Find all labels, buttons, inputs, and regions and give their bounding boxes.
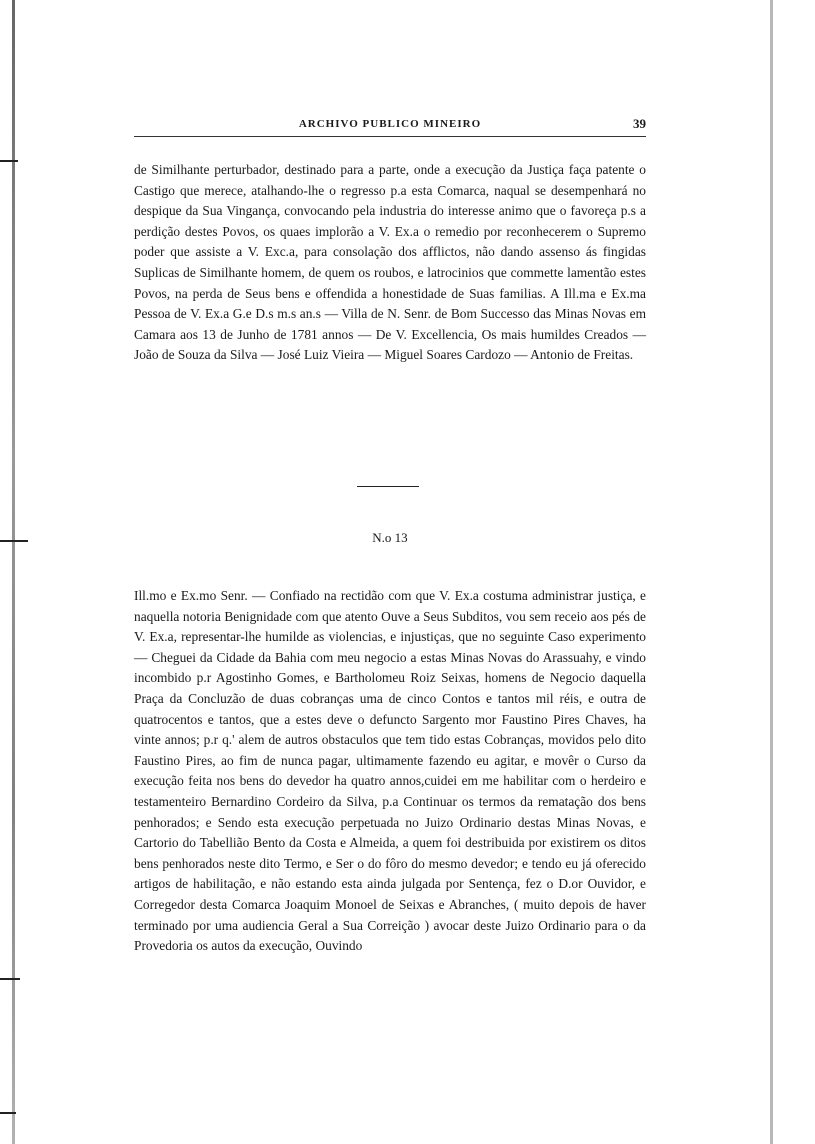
- section-divider: [357, 486, 419, 487]
- paragraph: de Similhante perturbador, destinado para a parte, onde a execução da Justiça faça patente o Castigo que merece, atalhando-lhe o regresso p.a esta Comarca, naqual se desempenhará no despique da Sua Vingança, convocando pela industria do interesse animo que o favoreça p.s a perdição destes Povos, os quaes implorão a V. Ex.a o remedio por reconhecerem o Supremo poder que assiste a V. Exc.a, para consolação dos afflictos, não dando assenso ás fingidas Suplicas de Similhante homem, de quem os roubos, e latrocinios que commette lamentão estes Povos, na perda de Seus bens e offendida a honestidade de Suas familias. A Ill.ma e Ex.ma Pessoa de V. Ex.a G.e D.s m.s an.s — Villa de N. Senr. de Bom Successo das Minas Novas em Camara aos 13 de Junho de 1781 annos — De V. Excellencia, Os mais humildes Creados — João de Souza da Silva — José Luiz Vieira — Miguel Soares Cardozo — Antonio de Freitas.: [134, 162, 646, 363]
- page-header: [134, 116, 646, 136]
- scanned-page-right-edge: [770, 0, 773, 1144]
- header-rule: [134, 136, 646, 137]
- scanned-page-left-edge: [12, 0, 15, 1144]
- running-head: ARCHIVO PUBLICO MINEIRO: [298, 118, 482, 130]
- page-number: 39: [633, 116, 646, 131]
- margin-mark: [0, 160, 18, 162]
- margin-mark: [0, 978, 20, 980]
- paragraph: Ill.mo e Ex.mo Senr. — Confiado na rectidão com que V. Ex.a costuma administrar justiça, e naquella notoria Benignidade com que atento Ouve a Seus Subditos, vou sem receio aos pés de V. Ex.a, representar-lhe humilde as violencias, e injustiças, que no seguinte Caso experimento — Cheguei da Cidade da Bahia com meu negocio a estas Minas Novas do Arassuahy, e vindo incombido p.r Agostinho Gomes, e Bartholomeu Roiz Seixas, homens de Negocio daquella Praça da Concluzão de duas cobranças uma de cinco Contos e tantos mil réis, e outra de quatrocentos e tantos, que a estes deve o defuncto Sargento mor Faustino Pires Chaves, ha vinte annos; p.r q.' alem de autros obstaculos que tem tido estas Cobranças, movidos pelo dito Faustino Pires, ao fim de nunca pagar, ultimamente fazendo eu agitar, e movêr o Curso da execução feita nos bens do devedor ha quatro annos,cuidei em me habilitar com o herdeiro e testamenteiro Bernardino Cordeiro da Silva, p.a Continuar os termos da rematação dos bens penhorados; e Sendo esta execução perpetuada no Juizo Ordinario destas Minas Novas, e Cartorio do Tabellião Bento da Costa e Almeida, a quem foi destribuida por existirem os ditos bens penhorados neste dito Termo, e Ser o do fôro do mesmo devedor; e tendo eu já oferecido artigos de habilitação, e não estando esta ainda julgada por Sentença, fez o D.or Ouvidor, e Corregedor desta Comarca Joaquim Monoel de Seixas e Abranches, ( muito depois de haver terminado por uma audiencia Geral a Sua Correição ) avocar deste Juizo Ordinario para o da Provedoria os autos da execução, Ouvindo: [134, 588, 646, 954]
- text-block-2: [134, 586, 646, 957]
- margin-mark: [0, 540, 28, 542]
- text-block-1: [134, 160, 646, 366]
- margin-mark: [0, 1112, 16, 1114]
- document-number: N.o 13: [372, 530, 408, 545]
